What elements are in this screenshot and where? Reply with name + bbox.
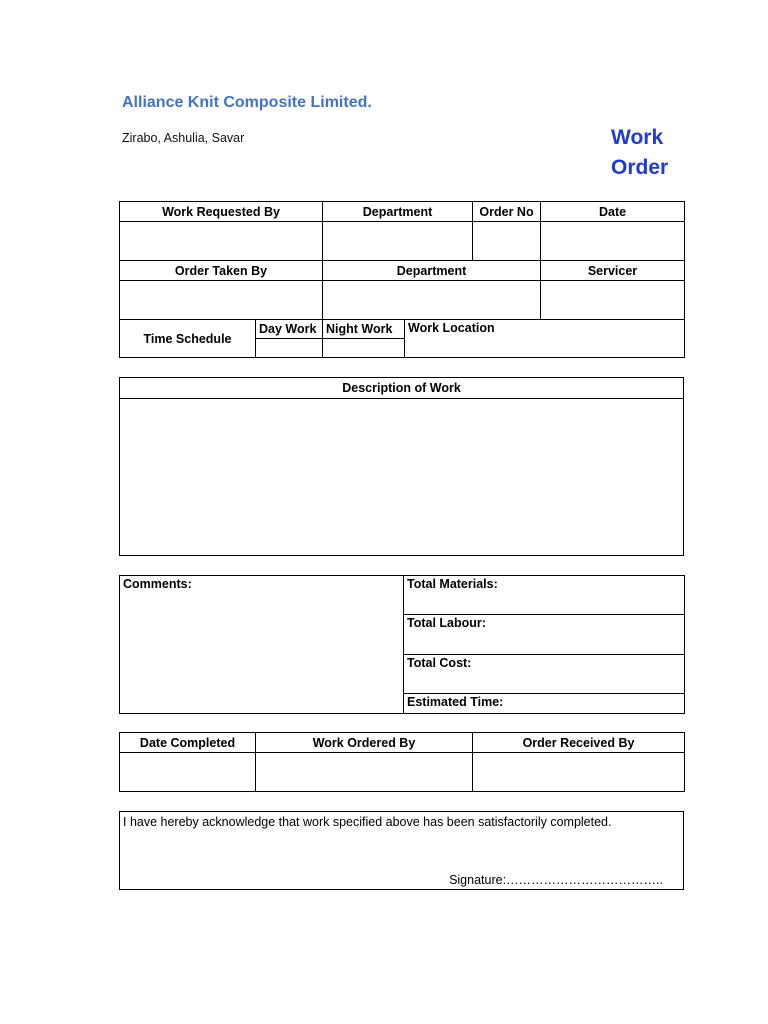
date-field[interactable]	[541, 222, 685, 261]
order-no-field[interactable]	[473, 222, 541, 261]
order-received-by-field[interactable]	[473, 753, 685, 792]
estimated-time-field[interactable]: Estimated Time:	[404, 694, 685, 714]
day-work-header: Day Work	[256, 320, 323, 339]
department2-field[interactable]	[323, 281, 541, 320]
order-taken-by-field[interactable]	[120, 281, 323, 320]
total-labour-field[interactable]: Total Labour:	[404, 615, 685, 655]
work-ordered-by-header: Work Ordered By	[256, 733, 473, 753]
description-header: Description of Work	[120, 378, 684, 399]
night-work-field[interactable]	[323, 339, 405, 358]
work-location-field[interactable]: Work Location	[405, 320, 685, 358]
comments-field[interactable]: Comments:	[120, 576, 404, 714]
department-field[interactable]	[323, 222, 473, 261]
night-work-header: Night Work	[323, 320, 405, 339]
department2-header: Department	[323, 261, 541, 281]
description-table	[119, 377, 684, 556]
description-field[interactable]	[120, 399, 684, 556]
completion-table	[119, 732, 685, 792]
document-title	[611, 123, 668, 183]
work-ordered-by-field[interactable]	[256, 753, 473, 792]
date-completed-header: Date Completed	[120, 733, 256, 753]
department-header: Department	[323, 202, 473, 222]
cost-table	[119, 575, 685, 714]
signature-line[interactable]: Signature:………………………………..	[449, 873, 663, 887]
order-taken-by-header: Order Taken By	[120, 261, 323, 281]
work-requested-by-field[interactable]	[120, 222, 323, 261]
total-materials-field[interactable]: Total Materials:	[404, 576, 685, 615]
date-completed-field[interactable]	[120, 753, 256, 792]
company-address: Zirabo, Ashulia, Savar	[122, 131, 245, 145]
work-requested-by-header: Work Requested By	[120, 202, 323, 222]
total-cost-field[interactable]: Total Cost:	[404, 655, 685, 694]
request-table	[119, 201, 685, 358]
day-work-field[interactable]	[256, 339, 323, 358]
servicer-field[interactable]	[541, 281, 685, 320]
date-header: Date	[541, 202, 685, 222]
document-title-line2: Order	[611, 156, 669, 179]
acknowledgement-box	[119, 811, 684, 890]
company-name: Alliance Knit Composite Limited.	[122, 94, 372, 111]
acknowledgement-text: I have hereby acknowledge that work specified above has been satisfactorily completed.	[123, 815, 612, 829]
order-no-header: Order No	[473, 202, 541, 222]
servicer-header: Servicer	[541, 261, 685, 281]
time-schedule-label: Time Schedule	[120, 320, 256, 358]
document-title-line1: Work	[611, 126, 664, 149]
order-received-by-header: Order Received By	[473, 733, 685, 753]
